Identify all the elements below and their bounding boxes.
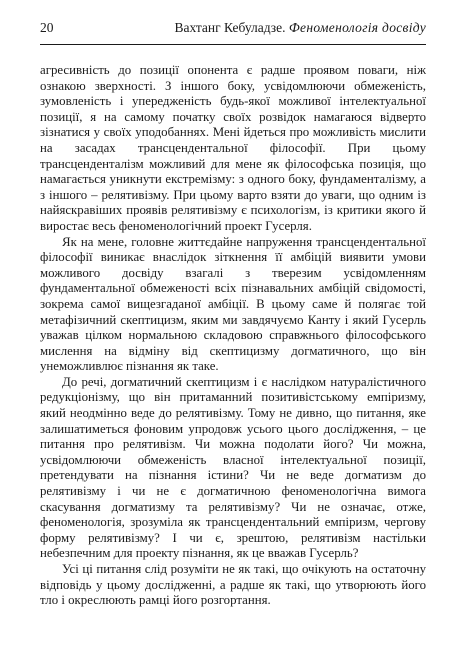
- running-title: [174, 20, 426, 36]
- body-text: [40, 63, 426, 609]
- paragraph: До речі, догматичний скептицизм і є наслідком натуралістичного редукціонізму, що він притаманний позитивістському емпіризму, який неодмінно веде до релятивізму. Тому не дивно, що питання, яке залишатиметься фоновим упродовж усього цього дослідження, – це питання про релятивізм. Чи можна подолати його? Чи можна, усвідомлюючи обмеженість власної інтелектуальної позиції, претендувати на пізнання істини? Чи не веде догматизм до релятивізму і чи не є догматичною феноменологічна вимога скасування догматизму та релятивізму? Чи не означає, отже, феноменологія, зрозуміла як трансцендентальний емпіризм, чергову форму релятивізму? І чи є, зрештою, релятивізм настільки небезпечним для проекту пізнання, як це вважав Гусерль?: [40, 374, 426, 561]
- paragraph: Усі ці питання слід розуміти не як такі, що очікують на остаточну відповідь у цьому дослідженні, а радше як такі, що утворюють його тло і окреслюють рамці його розгортання.: [40, 562, 426, 608]
- paragraph: агресивність до позиції опонента є радше проявом поваги, ніж ознакою зверхності. З іншого боку, усвідомлюючи обмеженість, зумовленість і упередженість будь-якої можливої інтелектуальної позиції, я на самому початку своїх розвідок намагаюся відверто зізнатися у своїх уподобаннях. Мені йдеться про можливість мислити на засадах трансцендентальної філософії. При цьому трансценденталізм можливий для мене як філософська позиція, що намагається уникнути екстремізму: з одного боку, фундаменталізму, а з іншого – релятивізму. При цьому варто взяти до уваги, що одним із найяскравіших проявів релятивізму є психологізм, із критики якого й виростає весь феноменологічний проект Гусерля.: [40, 63, 426, 233]
- page-number: 20: [40, 20, 54, 35]
- running-author: Вахтанг Кебуладзе.: [174, 20, 286, 35]
- running-book-title: Феноменологія досвіду: [288, 20, 426, 35]
- paragraph: Як на мене, головне життєдайне напруження трансцендентальної філософії виникає внаслідок зіткнення її амбіцій виявити умови можливого досвіду взагалі з тверезим усвідомленням фундаментальної обмеженості всіх пізнавальних амбіцій свідомості, зокрема самої вищезгаданої амбіції. В цьому саме й полягає той метафізичний скептицизм, яким ми завдячуємо Канту і який Гусерль уважав цілком нормальною складовою справжнього філософського мислення на відміну від скептицизму догматичного, що він унеможливлює пізнання як таке.: [40, 234, 426, 374]
- running-header: [40, 20, 426, 36]
- header-rule: [40, 44, 426, 45]
